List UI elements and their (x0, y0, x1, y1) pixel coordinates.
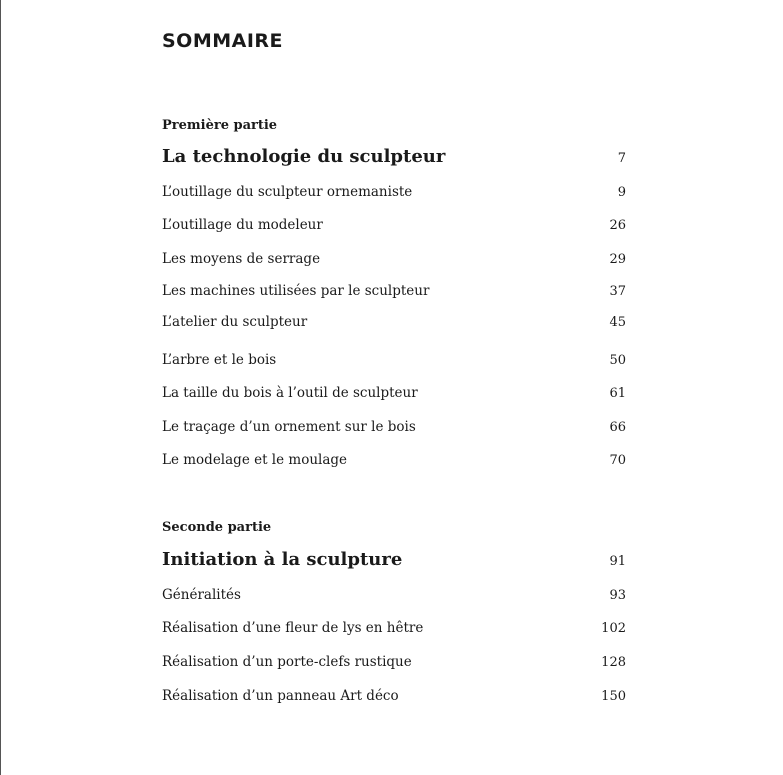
toc-entry[interactable] (162, 587, 626, 603)
toc-entry[interactable] (162, 452, 626, 468)
toc-entry[interactable] (162, 184, 626, 200)
page-number: 29 (609, 252, 626, 267)
toc-entry-title: L’outillage du modeleur (162, 217, 323, 233)
page-number: 91 (609, 554, 626, 569)
page-edge (0, 0, 1, 775)
page-number: 70 (609, 453, 626, 468)
part-heading-row[interactable] (162, 146, 626, 167)
part-heading-title: La technologie du sculpteur (162, 146, 446, 167)
page-number: 150 (601, 689, 626, 704)
toc-entry-title: L’atelier du sculpteur (162, 314, 308, 330)
toc-entry-title: Réalisation d’une fleur de lys en hêtre (162, 620, 424, 636)
toc-entry[interactable] (162, 217, 626, 233)
toc-entry[interactable] (162, 314, 626, 330)
toc-entry-title: Le modelage et le moulage (162, 452, 348, 468)
part-heading-row[interactable] (162, 549, 626, 570)
page-number: 9 (617, 185, 626, 200)
page-number: 7 (617, 151, 626, 166)
toc-entry-title: Réalisation d’un panneau Art déco (162, 688, 399, 704)
toc-entry[interactable] (162, 620, 626, 636)
page-number: 66 (609, 420, 626, 435)
page-number: 93 (609, 588, 626, 603)
page-number: 50 (609, 353, 626, 368)
page-number: 26 (609, 218, 626, 233)
toc-entry[interactable] (162, 654, 626, 670)
page-number: 45 (609, 315, 626, 330)
toc-entry-title: Les machines utilisées par le sculpteur (162, 283, 430, 299)
toc-entry-title: Les moyens de serrage (162, 251, 321, 267)
page-number: 102 (601, 621, 626, 636)
page-number: 128 (601, 655, 626, 670)
toc-entry-title: Généralités (162, 587, 241, 603)
part-label: Seconde partie (162, 520, 272, 535)
toc-entry[interactable] (162, 385, 626, 401)
toc-entry[interactable] (162, 419, 626, 435)
toc-entry[interactable] (162, 251, 626, 267)
toc-entry-title: L’outillage du sculpteur ornemaniste (162, 184, 413, 200)
toc-entry-title: Réalisation d’un porte-clefs rustique (162, 654, 412, 670)
toc-entry-title: La taille du bois à l’outil de sculpteur (162, 385, 418, 401)
page-number: 37 (609, 284, 626, 299)
part-label: Première partie (162, 118, 278, 133)
page-number: 61 (609, 386, 626, 401)
toc-entry[interactable] (162, 688, 626, 704)
page-title: SOMMAIRE (162, 30, 284, 52)
toc-entry-title: Le traçage d’un ornement sur le bois (162, 419, 416, 435)
part-heading-title: Initiation à la sculpture (162, 549, 403, 570)
toc-entry-title: L’arbre et le bois (162, 352, 277, 368)
toc-entry[interactable] (162, 283, 626, 299)
toc-entry[interactable] (162, 352, 626, 368)
